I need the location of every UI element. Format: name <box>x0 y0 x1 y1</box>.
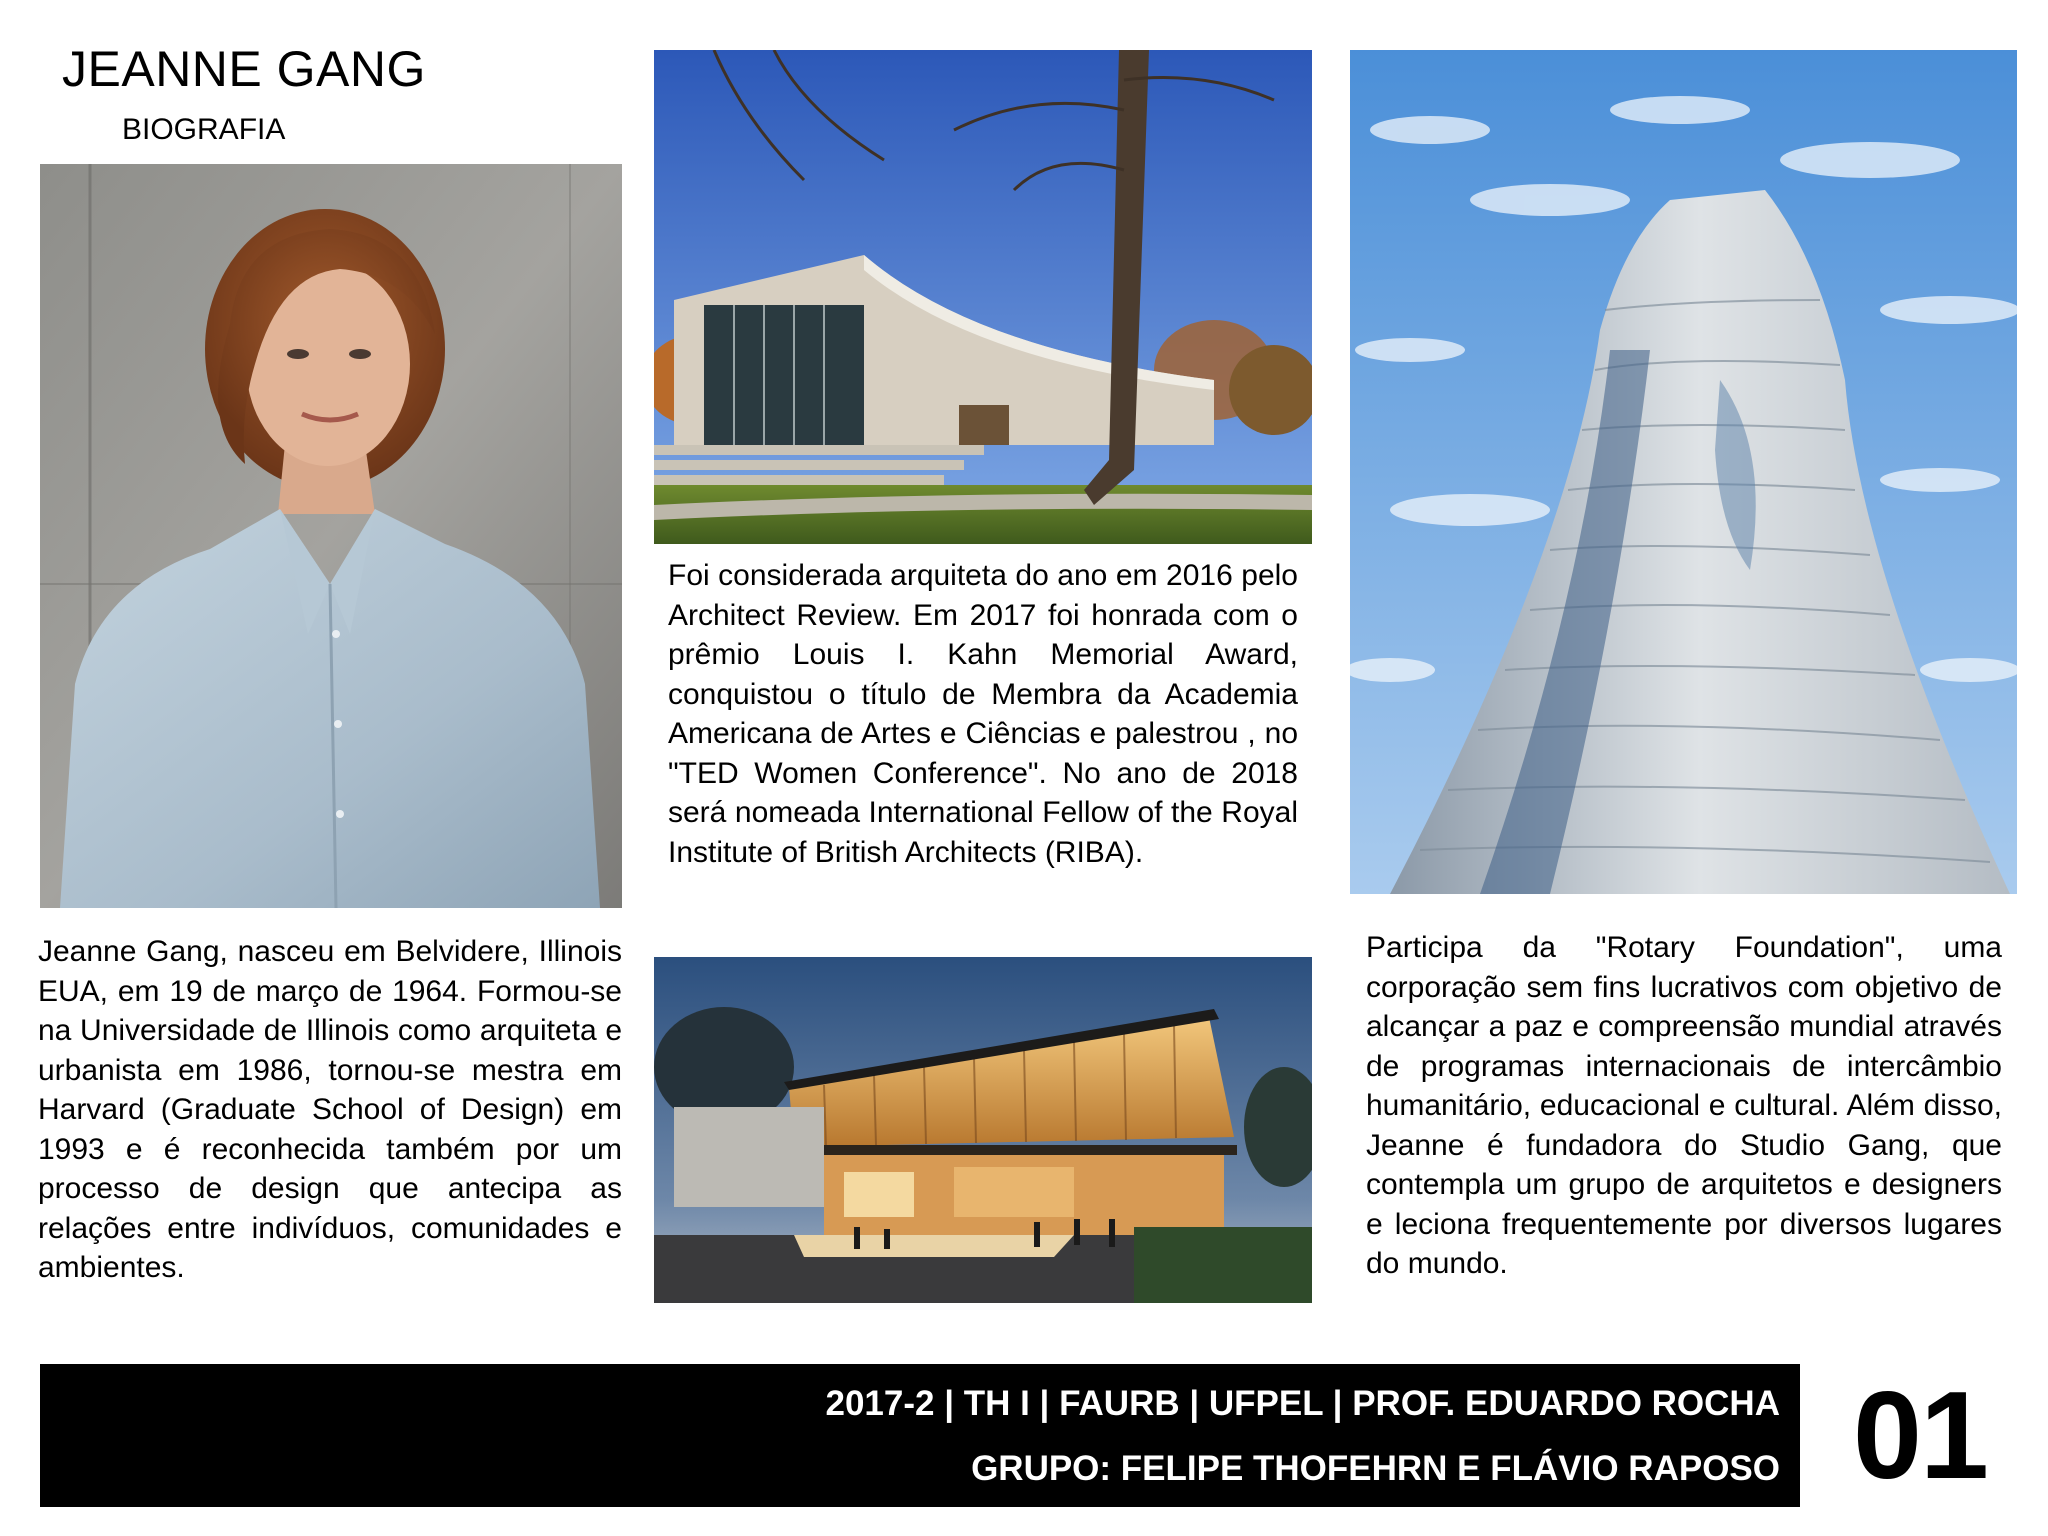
tower-photo <box>1350 50 2017 894</box>
building-photo-top <box>654 50 1312 544</box>
footer-course-info: 2017-2 | TH I | FAURB | UFPEL | PROF. EDUARDO ROCHA <box>825 1384 1780 1423</box>
bio-paragraph-right: Participa da "Rotary Foundation", uma corporação sem fins lucrativos com objetivo de alcançar a paz e compreensão mundial através de programas internacionais de intercâmbio humanitário, educacional e cultural. Além disso, Jeanne é fundadora do Studio Gang, que contempla um grupo de arquitetos e designers e leciona frequentemente por diversos lugares do mundo. <box>1366 931 2002 1280</box>
page-subtitle: BIOGRAFIA <box>122 113 286 146</box>
bio-paragraph-left: Jeanne Gang, nasceu em Belvidere, Illinois EUA, em 19 de março de 1964. Formou-se na Universidade de Illinois como arquiteta e urbanista em 1986, tornou-se mestra em Harvard (Graduate School of Design) em 1993 e é reconhecida também por um processo de design que antecipa as relações entre indivíduos, comunidades e ambientes. <box>38 935 622 1284</box>
page-number: 01 <box>1853 1366 1987 1505</box>
building-photo-bottom <box>654 957 1312 1303</box>
portrait-photo <box>40 164 622 908</box>
bio-paragraph-center: Foi considerada arquiteta do ano em 2016 pelo Architect Review. Em 2017 foi honrada com o prêmio Louis I. Kahn Memorial Award, conquistou o título de Membra da Academia Americana de Artes e Ciências e palestrou , no "TED Women Conference". No ano de 2018 será nomeada International Fellow of the Royal Institute of British Architects (RIBA). <box>668 559 1298 869</box>
page-title: JEANNE GANG <box>62 41 426 97</box>
footer-bar <box>40 1364 1800 1507</box>
footer-group-info: GRUPO: FELIPE THOFEHRN E FLÁVIO RAPOSO <box>971 1449 1780 1488</box>
